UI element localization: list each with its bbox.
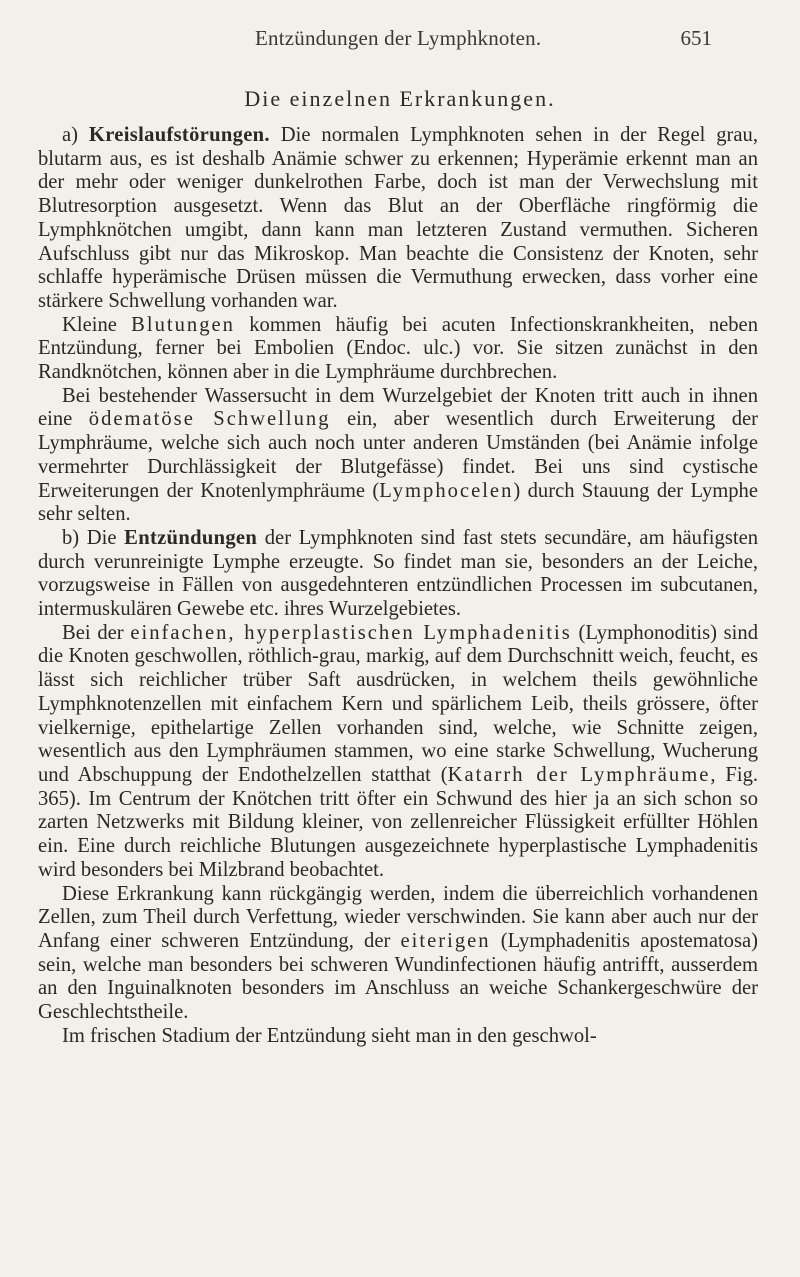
paragraph-p4 xyxy=(38,527,758,622)
body-text xyxy=(38,124,758,1048)
paragraph-p5 xyxy=(38,622,758,883)
text-run: (Lymphonoditis) sind die Knoten geschwollen, röthlich-grau, markig, auf dem Durchschnitt weich, feucht, es lässt sich reichlicher trüber Saft ausdrücken, in welchem theils gewöhnliche Lymphknotenzellen mit einfachem Kern und spärlichem Leib, theils grössere, öfter vielkernige, epithelartige Zellen vorhanden sind, welche, wie Schnitte zeigen, wesentlich aus den Lymphräumen stammen, wo eine starke Schwellung, Wucherung und Abschuppung der Endothelzellen statthat ( xyxy=(38,621,758,786)
page-header xyxy=(0,26,800,50)
page-number: 651 xyxy=(680,26,712,50)
spaced-term: eiterigen xyxy=(400,929,491,952)
spaced-term: Lymphocelen xyxy=(379,479,514,502)
paragraph-p3 xyxy=(38,385,758,527)
text-run: Im frischen Stadium der Entzündung sieht man in den geschwol- xyxy=(62,1024,597,1047)
paragraph-p2 xyxy=(38,314,758,385)
text-run: Bei bestehender Wassersucht in dem Wurzelgebiet der Knoten tritt auch in ihnen eine xyxy=(38,384,758,431)
text-run: Diese Erkrankung kann rückgängig werden, indem die überreichlich vorhandenen Zellen, zum Theil durch Verfettung, wieder verschwinden. Sie kann aber auch nur der Anfang einer schweren Entzündung, der xyxy=(38,882,758,952)
text-run: Bei der xyxy=(62,621,131,644)
spaced-term: einfachen, hyperplastischen Lymphadenitis xyxy=(130,621,572,644)
text-run: a) xyxy=(62,124,89,146)
spaced-term: Katarrh der Lymphräume xyxy=(447,763,711,786)
paragraph-p6 xyxy=(38,883,758,1025)
text-run: ) durch Stauung der Lymphe sehr selten. xyxy=(38,479,758,526)
text-run: , Fig. 365). Im Centrum der Knötchen tritt öfter ein Schwund des hier ja an sich schon so zarten Netzwerks mit Bildung kleiner, von zellenreicher Flüssigkeit erfüllter Höhlen ein. Eine durch reichliche Blutungen ausgezeichnete hyperplastische Lymphadenitis wird besonders bei Milzbrand beobachtet. xyxy=(38,763,759,881)
text-run: ein, aber wesentlich durch Erweiterung der Lymphräume, welche sich auch noch unter anderen Umständen (bei Anämie infolge vermehrter Durchlässigkeit der Blutgefässe) findet. Bei uns sind cystische Erweiterungen der Knotenlymphräume ( xyxy=(38,408,759,502)
text-run: kommen häufig bei acuten Infectionskrankheiten, neben Entzündung, ferner bei Embolien (Endoc. ulc.) vor. Sie sitzen zunächst in den Randknötchen, können aber in die Lymphräume durchbrechen. xyxy=(38,313,758,384)
text-run: Kleine xyxy=(62,313,132,336)
bold-term: Kreislaufstörungen. xyxy=(88,124,270,146)
text-run: (Lymphadenitis apostematosa) sein, welche man besonders bei schweren Wundinfectionen häufig antrifft, ausserdem an den Inguinalknoten besonders im Anschluss an weiche Schankergeschwüre der Geschlechtstheile. xyxy=(38,929,758,1024)
paragraph-p1 xyxy=(38,124,758,314)
text-run: b) Die xyxy=(62,526,125,549)
running-head: Entzündungen der Lymphknoten. xyxy=(255,26,542,50)
spaced-term: Blutungen xyxy=(131,313,235,336)
spaced-term: ödematöse Schwellung xyxy=(88,408,331,431)
text-run: Die normalen Lymphknoten sehen in der Regel grau, blutarm aus, es ist deshalb Anämie schwer zu erkennen; Hyperämie erkennt man an der mehr oder weniger dunkelrothen Farbe, doch ist man der Verwechslung mit Blutresorption ausgesetzt. Wenn das Blut an der Oberfläche ringförmig die Lymphknötchen umgibt, dann kann man letzteren Zustand vermuthen. Sicheren Aufschluss gibt nur das Mikroskop. Man beachte die Consistenz der Knoten, sehr schlaffe hyperämische Drüsen müssen die Vermuthung erwecken, dass vorher eine stärkere Schwellung vorhanden war. xyxy=(38,124,758,312)
section-title: Die einzelnen Erkrankungen. xyxy=(244,86,556,111)
text-run: der Lymphknoten sind fast stets secundäre, am häufigsten durch verunreinigte Lymphe erzeugte. So findet man sie, besonders an der Leiche, vorzugsweise in Fällen von ausgedehnteren entzündlichen Processen im subcutanen, intermuskulären Gewebe etc. ihres Wurzelgebietes. xyxy=(38,526,759,621)
bold-term: Entzündungen xyxy=(124,526,258,549)
paragraph-p7 xyxy=(38,1025,758,1049)
